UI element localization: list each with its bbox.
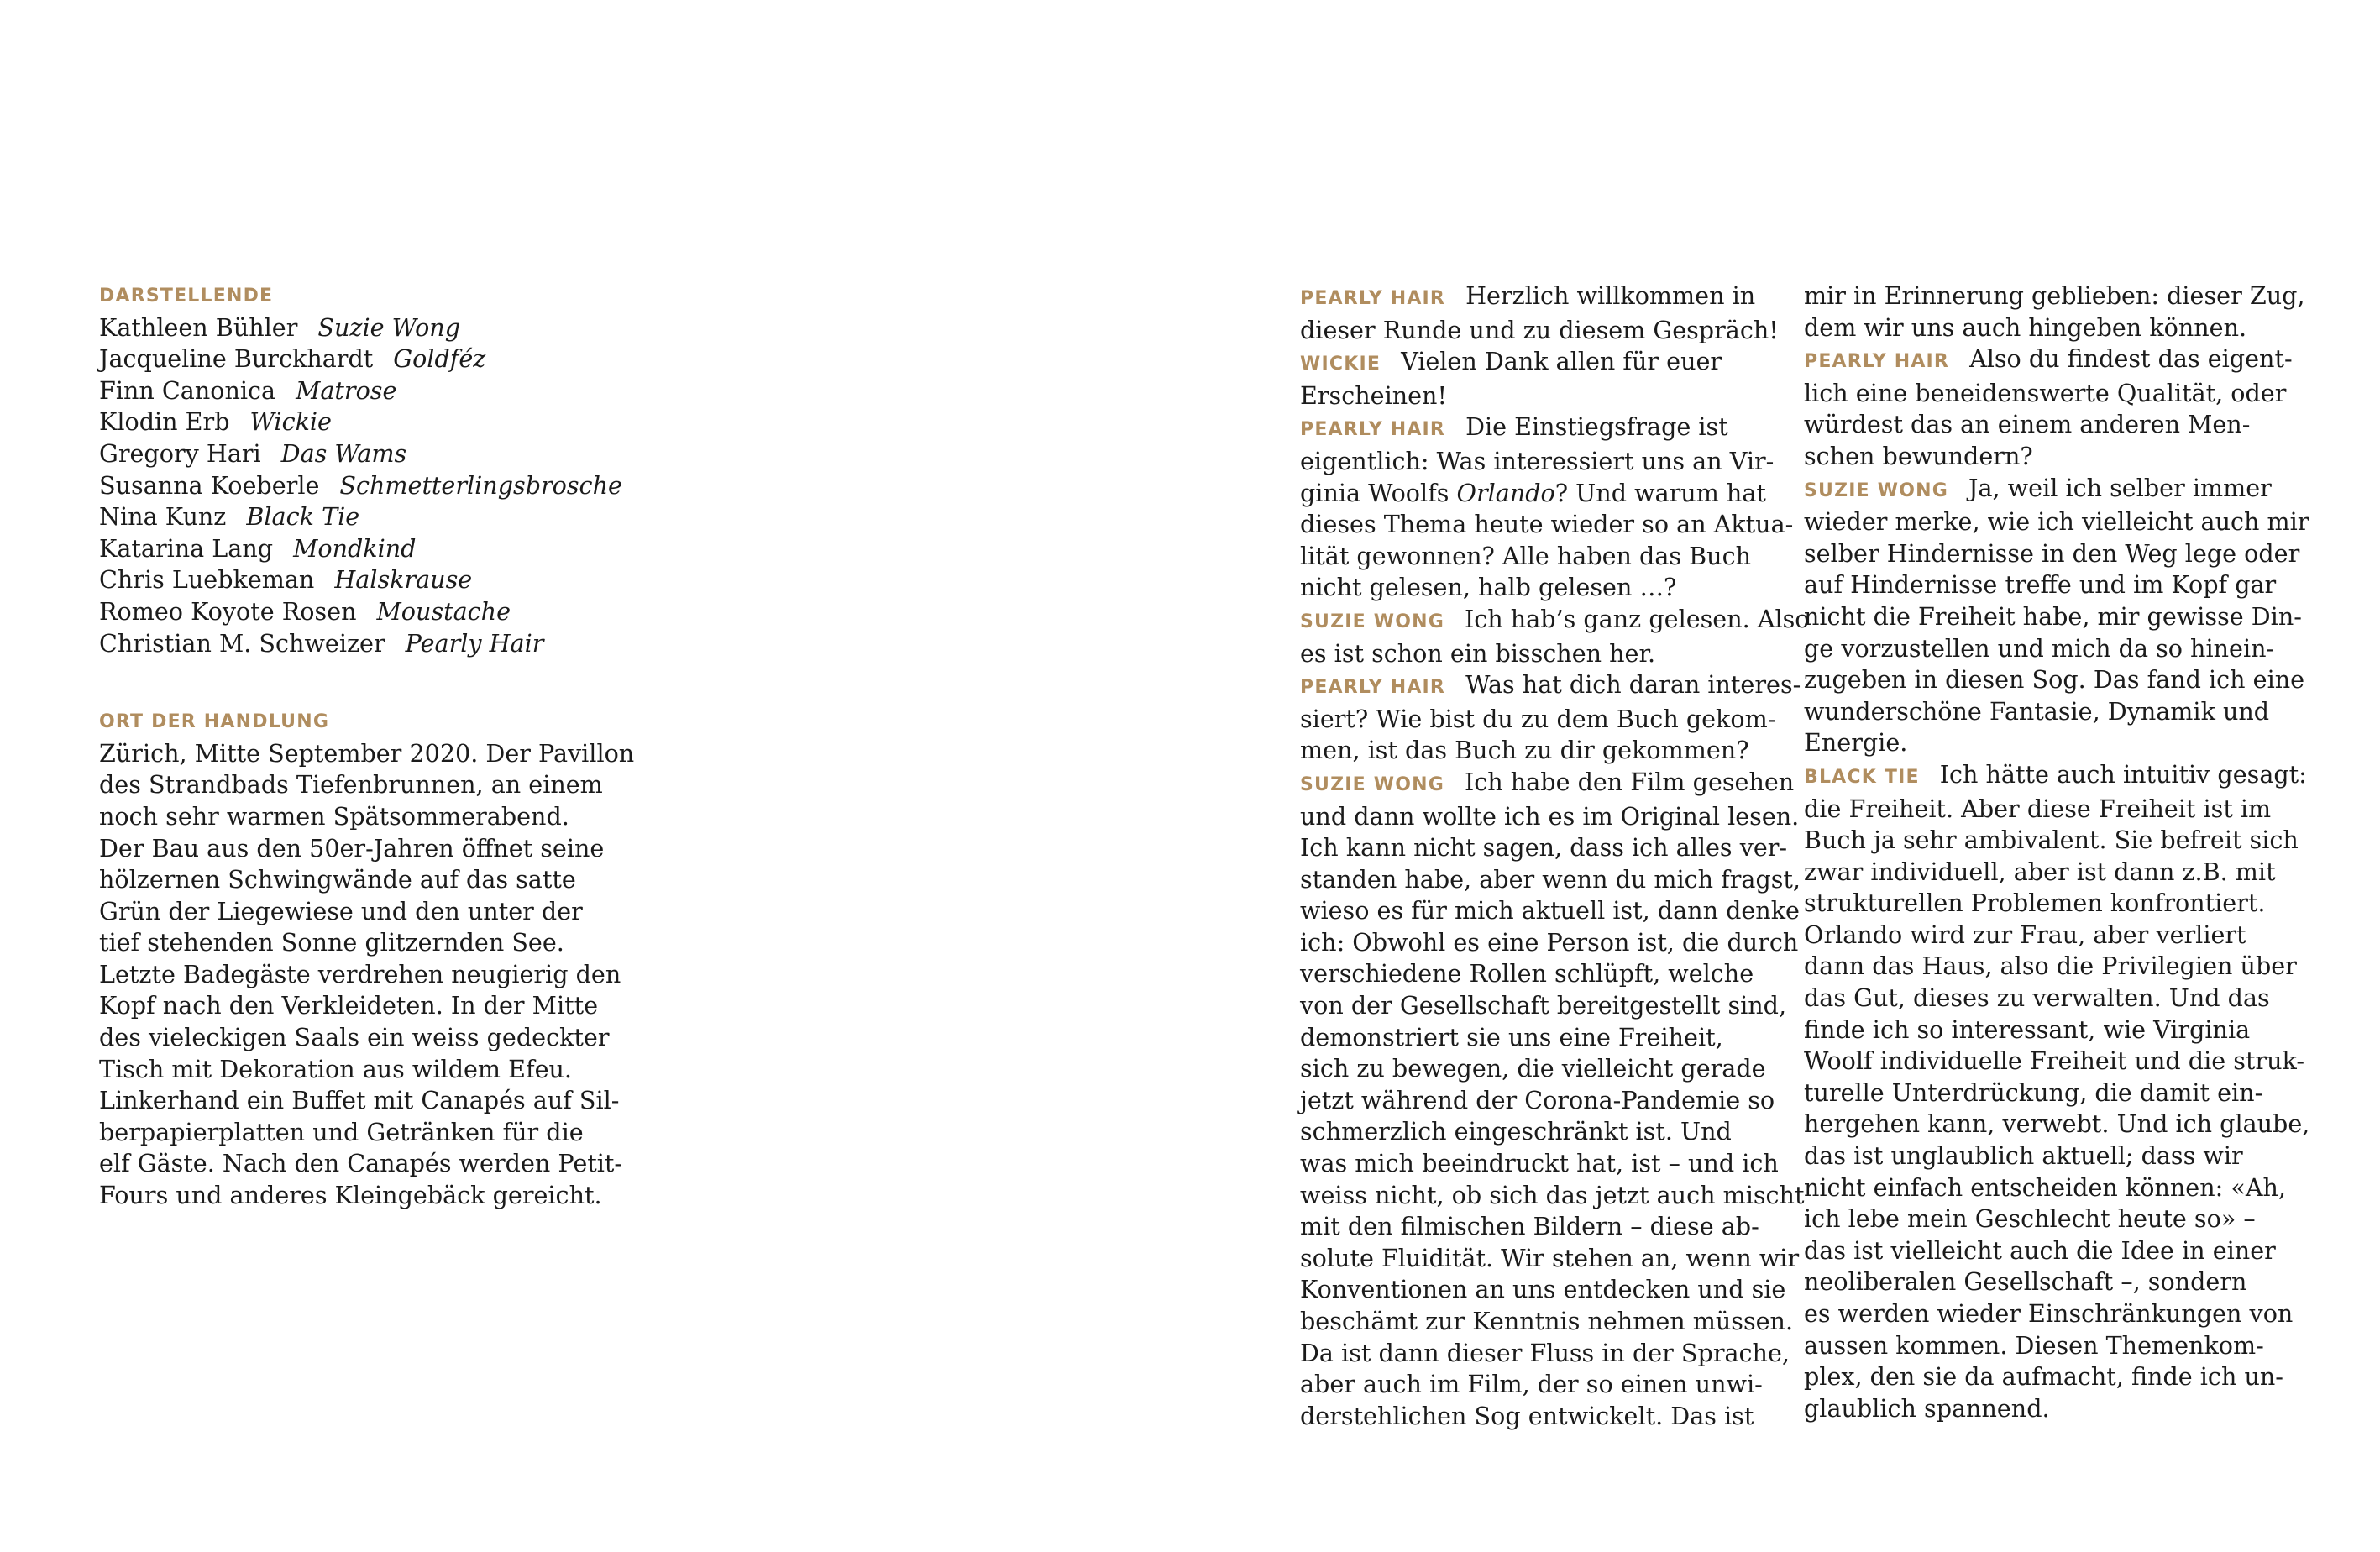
dialogue-text: auf Hindernisse treffe und im Kopf gar <box>1804 570 2277 600</box>
speaker-label: BLACK TIE <box>1804 766 1920 788</box>
dialogue-text: die Freiheit. Aber diese Freiheit ist im <box>1804 794 2272 823</box>
setting-line: elf Gäste. Nach den Canapés werden Petit- <box>99 1149 623 1178</box>
dialogue-text: dem wir uns auch hingeben können. <box>1804 312 2247 342</box>
cast-entry <box>99 312 620 344</box>
speaker-label: SUZIE WONG <box>1300 611 1444 632</box>
dialogue-text: Also du findest das eigent- <box>1969 344 2293 374</box>
cast-name: Jacqueline Burckhardt <box>99 344 374 374</box>
dialogue-line <box>1804 441 2308 473</box>
dialogue-text: aussen kommen. Diesen Themenkom- <box>1804 1330 2264 1360</box>
dialogue-text: wunderschöne Fantasie, Dynamik und <box>1804 696 2270 726</box>
dialogue-line <box>1300 380 1787 412</box>
dialogue-text: siert? Wie bist du zu dem Buch gekom- <box>1300 704 1776 733</box>
setting-line: Linkerhand ein Buffet mit Canapés auf Sil- <box>99 1086 620 1115</box>
dialogue-text: wieso es für mich aktuell ist, dann denke <box>1300 896 1800 925</box>
cast-role: Schmetterlingsbrosche <box>339 470 622 500</box>
dialogue-line <box>1300 1085 1787 1117</box>
setting-line: noch sehr warmen Spätsommerabend. <box>99 801 569 831</box>
cast-entry <box>99 596 620 628</box>
dialogue-line <box>1804 1298 2308 1330</box>
dialogue-text: Herzlich willkommen in <box>1465 281 1756 310</box>
cast-name: Katarina Lang <box>99 533 274 563</box>
dialogue-line <box>1300 1022 1787 1054</box>
dialogue-text: lich eine beneidenswerte Qualität, oder <box>1804 378 2287 407</box>
dialogue-text: das Gut, dieses zu verwalten. Und das <box>1804 983 2270 1013</box>
dialogue-line <box>1804 1203 2308 1235</box>
dialogue-text: das ist vielleicht auch die Idee in einer <box>1804 1235 2276 1265</box>
cast-role: Wickie <box>249 407 332 437</box>
setting-heading: ORT DER HANDLUNG <box>99 711 330 733</box>
setting-line: berpapierplatten und Getränken für die <box>99 1117 584 1146</box>
cast-entry <box>99 470 620 502</box>
cast-role: Matrose <box>296 375 397 405</box>
cast-heading: DARSTELLENDE <box>99 286 274 307</box>
cast-entry <box>99 501 620 533</box>
dialogue-line <box>1300 541 1787 573</box>
dialogue-line <box>1804 1361 2308 1393</box>
dialogue-line <box>1300 735 1787 767</box>
dialogue-line <box>1300 1338 1790 1370</box>
dialogue-text: es werden wieder Einschränkungen von <box>1804 1299 2294 1328</box>
dialogue-line <box>1300 958 1787 990</box>
dialogue-text: Vielen Dank allen für euer <box>1401 347 1722 376</box>
dialogue-text: nicht die Freiheit habe, mir gewisse Din- <box>1804 601 2302 631</box>
dialogue-text: das ist unglaublich aktuell; dass wir <box>1804 1141 2243 1171</box>
dialogue-line <box>1804 727 2308 759</box>
dialogue-text: Energie. <box>1804 728 1908 758</box>
dialogue-text: Da ist dann dieser Fluss in der Sprache, <box>1300 1338 1790 1367</box>
dialogue-line <box>1804 888 2308 920</box>
dialogue-text: ich lebe mein Geschlecht heute so» – <box>1804 1204 2256 1234</box>
dialogue-line <box>1300 1243 1800 1275</box>
cast-role: Das Wams <box>280 438 407 468</box>
dialogue-line <box>1300 315 1787 347</box>
cast-entry <box>99 438 620 470</box>
dialogue-line <box>1804 825 2308 857</box>
dialogue-line <box>1300 1053 1787 1085</box>
setting-line: Tisch mit Dekoration aus wildem Efeu. <box>99 1054 573 1083</box>
setting-line: des Strandbads Tiefenbrunnen, an einem <box>99 770 603 800</box>
dialogue-text: zwar individuell, aber ist dann z.B. mit <box>1804 857 2276 886</box>
cast-entry <box>99 533 620 565</box>
setting-line: Grün der Liegewiese und den unter der <box>99 896 583 925</box>
dialogue-text: mit den filmischen Bildern – diese ab- <box>1300 1212 1759 1241</box>
dialogue-text: standen habe, aber wenn du mich fragst, <box>1300 864 1801 894</box>
cast-name: Susanna Koeberle <box>99 470 320 500</box>
dialogue-text: Orlando wird zur Frau, aber verliert <box>1804 920 2246 949</box>
dialogue-turn-start <box>1300 669 1801 704</box>
dialogue-text: Was hat dich daran interes- <box>1465 670 1801 700</box>
cast-name: Chris Luebkeman <box>99 565 315 595</box>
dialogue-text: aber auch im Film, der so einen unwi- <box>1300 1370 1763 1399</box>
dialogue-text: Ich habe den Film gesehen <box>1464 767 1795 796</box>
dialogue-text: sich zu bewegen, die vielleicht gerade <box>1300 1054 1766 1083</box>
dialogue-line <box>1300 1274 1787 1306</box>
cast-list <box>99 312 620 660</box>
dialogue-line <box>1804 920 2308 952</box>
dialogue-text: nicht einfach entscheiden können: «Ah, <box>1804 1172 2287 1202</box>
dialogue-line <box>1804 664 2308 696</box>
dialogue-line <box>1804 1077 2308 1109</box>
dialogue-line <box>1804 1172 2308 1204</box>
dialogue-column-1 <box>1300 281 1810 1432</box>
dialogue-line <box>1804 1046 2308 1077</box>
dialogue-text: ich: Obwohl es eine Person ist, die durch <box>1300 927 1799 957</box>
dialogue-text: finde ich so interessant, wie Virginia <box>1804 1015 2251 1044</box>
cast-name: Finn Canonica <box>99 375 276 405</box>
dialogue-line <box>1804 1266 2308 1298</box>
dialogue-turn-start <box>1300 346 1787 380</box>
setting-line: tief stehenden Sonne glitzernden See. <box>99 928 564 957</box>
dialogue-text: derstehlichen Sog entwickelt. Das ist <box>1300 1401 1754 1430</box>
dialogue-text: men, ist das Buch zu dir gekommen? <box>1300 736 1749 765</box>
cast-role: Suzie Wong <box>317 312 460 342</box>
dialogue-turn-start <box>1804 473 2308 507</box>
dialogue-line <box>1804 1109 2308 1140</box>
dialogue-text: mir in Erinnerung geblieben: dieser Zug, <box>1804 281 2305 310</box>
dialogue-line <box>1300 990 1787 1022</box>
dialogue-line <box>1300 638 1787 670</box>
dialogue-text: Erscheinen! <box>1300 380 1447 410</box>
dialogue-text: dieser Runde und zu diesem Gespräch! <box>1300 315 1779 344</box>
dialogue-line <box>1804 1015 2308 1046</box>
dialogue-line <box>1804 378 2308 410</box>
dialogue-text: dieses Thema heute wieder so an Aktua- <box>1300 510 1794 539</box>
dialogue-text: wieder merke, wie ich vielleicht auch mir <box>1804 507 2309 537</box>
speaker-label: PEARLY HAIR <box>1300 288 1446 309</box>
setting-line: Zürich, Mitte September 2020. Der Pavillon <box>99 738 635 768</box>
dialogue-text: demonstriert sie uns eine Freiheit, <box>1300 1022 1723 1051</box>
dialogue-line <box>1804 1393 2308 1425</box>
dialogue-text: es ist schon ein bisschen her. <box>1300 638 1656 668</box>
cast-role: Goldféz <box>393 344 486 374</box>
dialogue-text: jetzt während der Corona-Pandemie so <box>1300 1085 1775 1114</box>
dialogue-text: solute Fluidität. Wir stehen an, wenn wir <box>1300 1243 1800 1272</box>
dialogue-line <box>1804 857 2308 889</box>
speaker-label: SUZIE WONG <box>1804 480 1948 501</box>
dialogue-text: weiss nicht, ob sich das jetzt auch mischt <box>1300 1180 1805 1209</box>
dialogue-text: schen bewundern? <box>1804 441 2033 470</box>
dialogue-line <box>1300 509 1794 541</box>
left-page-column <box>99 281 635 1212</box>
dialogue-turn-start <box>1804 759 2308 794</box>
cast-name: Kathleen Bühler <box>99 312 298 342</box>
dialogue-turn-start <box>1300 412 1787 446</box>
dialogue-text: Die Einstiegsfrage ist <box>1465 412 1728 442</box>
dialogue-line <box>1804 569 2308 601</box>
dialogue-text: was mich beeindruckt hat, ist – und ich <box>1300 1149 1779 1178</box>
setting-line: hölzernen Schwingwände auf das satte <box>99 865 576 894</box>
dialogue-text: schmerzlich eingeschränkt ist. Und <box>1300 1117 1732 1146</box>
dialogue-text: Buch ja sehr ambivalent. Sie befreit sich <box>1804 826 2299 855</box>
cast-name: Gregory Hari <box>99 438 261 468</box>
dialogue-line <box>1804 951 2308 983</box>
dialogue-text: neoliberalen Gesellschaft –, sondern <box>1804 1267 2247 1297</box>
dialogue-line <box>1300 704 1787 736</box>
dialogue-line <box>1300 927 1799 959</box>
speaker-label: SUZIE WONG <box>1300 773 1444 795</box>
dialogue-line <box>1300 864 1801 896</box>
dialogue-line <box>1300 895 1800 927</box>
dialogue-text: verschiedene Rollen schlüpft, welche <box>1300 959 1754 988</box>
dialogue-text: Ich hätte auch intuitiv gesagt: <box>1939 759 2307 789</box>
cast-role: Moustache <box>376 596 511 626</box>
setting-line: Fours und anderes Kleingebäck gereicht. <box>99 1181 602 1210</box>
setting-line: Kopf nach den Verkleideten. In der Mitte <box>99 991 598 1020</box>
dialogue-line <box>1804 1330 2308 1362</box>
dialogue-line <box>1804 409 2308 441</box>
dialogue-text: dann das Haus, also die Privilegien über <box>1804 952 2297 981</box>
speaker-label: PEARLY HAIR <box>1300 677 1446 699</box>
dialogue-line <box>1804 281 2308 312</box>
dialogue-turn-start <box>1300 767 1795 801</box>
cast-name: Klodin Erb <box>99 407 230 437</box>
cast-role: Black Tie <box>246 502 360 532</box>
dialogue-line <box>1300 801 1800 833</box>
dialogue-text: turelle Unterdrückung, die damit ein- <box>1804 1077 2263 1107</box>
dialogue-text: beschämt zur Kenntnis nehmen müssen. <box>1300 1307 1794 1335</box>
dialogue-line <box>1300 1180 1805 1212</box>
dialogue-text: Ich hab’s ganz gelesen. Also <box>1464 604 1810 633</box>
book-title: Orlando <box>1456 478 1555 507</box>
dialogue-line <box>1300 572 1787 604</box>
dialogue-text: Ich kann nicht sagen, dass ich alles ver- <box>1300 833 1788 863</box>
dialogue-line <box>1804 1140 2308 1172</box>
dialogue-line <box>1804 696 2308 728</box>
dialogue-text: nicht gelesen, halb gelesen …? <box>1300 573 1677 602</box>
dialogue-line <box>1804 601 2308 633</box>
speaker-label: WICKIE <box>1300 354 1381 375</box>
cast-entry <box>99 628 620 660</box>
dialogue-text: würdest das an einem anderen Men- <box>1804 410 2251 439</box>
cast-entry <box>99 375 620 407</box>
dialogue-text: lität gewonnen? Alle haben das Buch <box>1300 541 1752 570</box>
dialogue-line <box>1300 446 1787 478</box>
cast-name: Christian M. Schweizer <box>99 628 385 658</box>
dialogue-text: Konventionen an uns entdecken und sie <box>1300 1275 1786 1304</box>
dialogue-text: eigentlich: Was interessiert uns an Vir- <box>1300 446 1775 475</box>
dialogue-text: strukturellen Problemen konfrontiert. <box>1804 889 2266 918</box>
setting-line: des vieleckigen Saals ein weiss gedeckter <box>99 1023 610 1052</box>
dialogue-line <box>1300 1211 1787 1243</box>
speaker-label: PEARLY HAIR <box>1300 419 1446 441</box>
dialogue-text: hergehen kann, verwebt. Und ich glaube, <box>1804 1109 2310 1139</box>
setting-line: Letzte Badegäste verdrehen neugierig den <box>99 959 621 988</box>
dialogue-text: plex, den sie da aufmacht, finde ich un- <box>1804 1362 2283 1392</box>
dialogue-line <box>1300 832 1787 864</box>
dialogue-text: selber Hindernisse in den Weg lege oder <box>1804 538 2300 568</box>
setting-line: Der Bau aus den 50er-Jahren öffnet seine <box>99 833 605 863</box>
dialogue-text: Woolf individuelle Freiheit und die struk- <box>1804 1046 2305 1076</box>
dialogue-text: ginia Woolfs <box>1300 478 1457 507</box>
dialogue-line <box>1804 983 2308 1015</box>
dialogue-text: ? Und warum hat <box>1554 478 1766 507</box>
cast-name: Romeo Koyote Rosen <box>99 596 357 626</box>
cast-role: Halskrause <box>334 565 473 595</box>
dialogue-line <box>1804 1235 2308 1267</box>
setting-paragraph <box>99 738 635 1212</box>
dialogue-line <box>1804 312 2308 344</box>
dialogue-line <box>1300 478 1787 510</box>
dialogue-text: und dann wollte ich es im Original lesen. <box>1300 801 1800 831</box>
speaker-label: PEARLY HAIR <box>1804 351 1950 373</box>
dialogue-line <box>1300 1369 1787 1401</box>
cast-name: Nina Kunz <box>99 502 227 532</box>
cast-entry <box>99 343 620 375</box>
dialogue-line <box>1300 1148 1787 1180</box>
dialogue-text: von der Gesellschaft bereitgestellt sind, <box>1300 991 1787 1020</box>
dialogue-text: zugeben in diesen Sog. Das fand ich eine <box>1804 665 2305 695</box>
cast-role: Mondkind <box>293 533 417 563</box>
section-spacer <box>99 659 620 706</box>
dialogue-line <box>1300 1306 1794 1338</box>
dialogue-line <box>1300 1116 1787 1148</box>
dialogue-text: glaublich spannend. <box>1804 1393 2050 1423</box>
cast-entry <box>99 564 620 596</box>
dialogue-turn-start <box>1300 281 1787 315</box>
dialogue-line <box>1804 794 2308 826</box>
dialogue-text: ge vorzustellen und mich da so hinein- <box>1804 633 2275 663</box>
dialogue-turn-start <box>1300 604 1810 638</box>
dialogue-line <box>1804 633 2308 665</box>
dialogue-line <box>1804 538 2308 570</box>
dialogue-turn-start <box>1804 343 2308 378</box>
dialogue-line <box>1804 506 2308 538</box>
dialogue-column-2 <box>1804 281 2308 1424</box>
cast-entry <box>99 406 620 438</box>
dialogue-text: Ja, weil ich selber immer <box>1968 473 2272 502</box>
cast-role: Pearly Hair <box>405 628 544 658</box>
dialogue-line <box>1300 1401 1787 1433</box>
